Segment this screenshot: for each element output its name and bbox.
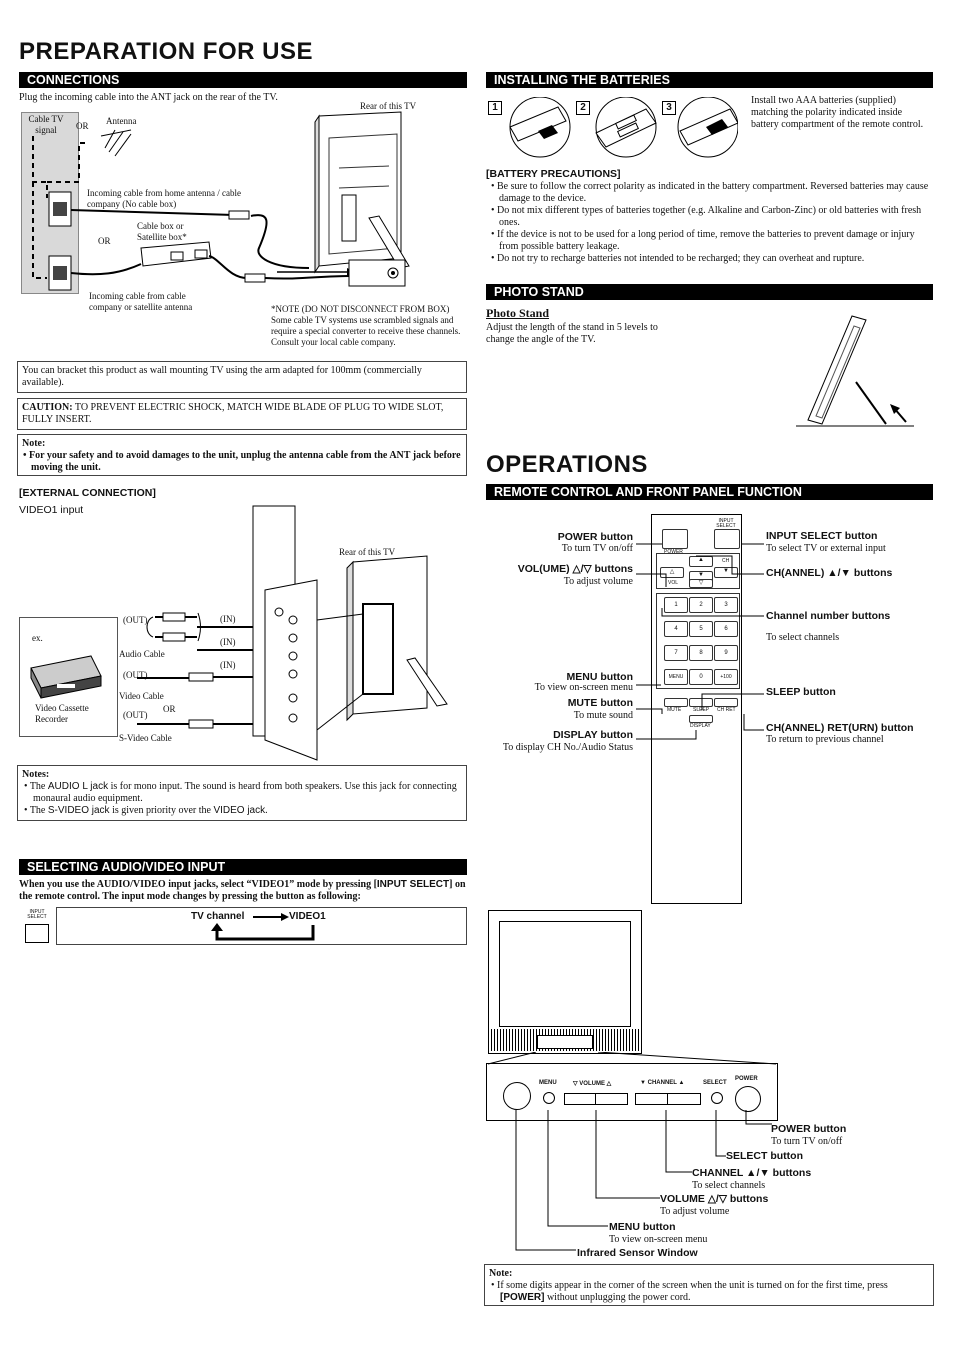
input-select-illustration xyxy=(24,910,50,944)
remote-power-label: POWER xyxy=(664,549,683,555)
external-drawing xyxy=(17,500,467,762)
remote-key-2[interactable]: 2 xyxy=(689,597,713,613)
remote-ret-callout: CH(ANNEL) RET(URN) button xyxy=(766,722,914,734)
incoming-home-label: Incoming cable from home antenna / cable company (No cable box) xyxy=(87,188,241,209)
remote-display-callout: DISPLAY button xyxy=(553,729,633,741)
remote-vol-down-button[interactable]: ▽ xyxy=(689,579,713,588)
in-label-2: (IN) xyxy=(220,637,236,647)
remote-key-8[interactable]: 8 xyxy=(689,645,713,661)
section-header-remote: REMOTE CONTROL AND FRONT PANEL FUNCTION xyxy=(486,484,933,500)
panel-menu-desc: To view on-screen menu xyxy=(609,1234,708,1245)
cable-tv-signal-label: Cable TV signal xyxy=(28,114,64,135)
remote-display-label: DISPLAY xyxy=(690,723,711,729)
or-label: OR xyxy=(76,121,89,131)
connections-intro: Plug the incoming cable into the ANT jack on the rear of the TV. xyxy=(19,92,278,103)
panel-volume-desc: To adjust volume xyxy=(660,1206,730,1217)
battery-drawings xyxy=(488,97,738,161)
panel-ir-callout: Infrared Sensor Window xyxy=(577,1247,698,1259)
vcr-label: Video Cassette Recorder xyxy=(35,703,89,724)
battery-steps-illustration xyxy=(488,97,738,161)
notes-box xyxy=(17,765,467,821)
panel-channel-label: ▼ CHANNEL ▲ xyxy=(640,1080,685,1086)
panel-channel-callout: CHANNEL ▲/▼ buttons xyxy=(692,1167,812,1179)
panel-channel-desc: To select channels xyxy=(692,1180,766,1191)
remote-mute-callout: MUTE button xyxy=(567,697,633,709)
tv-channel-label: TV channel xyxy=(191,911,245,922)
section-header-selecting: SELECTING AUDIO/VIDEO INPUT xyxy=(19,859,467,875)
precaution-item-4: • Do not try to recharge batteries not intended to be recharged; they can overheat and rupture. xyxy=(491,253,865,264)
antenna-label: Antenna xyxy=(106,116,137,126)
step-3-label: 3 xyxy=(662,101,676,115)
svideo-cable-label: S-Video Cable xyxy=(119,733,172,743)
panel-power-desc: To turn TV on/off xyxy=(771,1136,843,1147)
ex-label: ex. xyxy=(32,633,43,643)
panel-volume-label: ▽ VOLUME △ xyxy=(573,1081,612,1087)
input-select-illus-label: INPUT SELECT xyxy=(27,909,47,920)
remote-sleep-callout: SLEEP button xyxy=(766,686,836,698)
or-label-3: OR xyxy=(163,704,176,714)
note-text: • For your safety and to avoid damages to the unit, unplug the antenna cable from the ANT jack before moving the unit. xyxy=(23,450,461,473)
rear-of-tv-label: Rear of this TV xyxy=(360,101,417,111)
precaution-item-1: • Be sure to follow the correct polarity as indicated in the battery compartment. Reversed batteries may cause damage to the device. xyxy=(491,181,929,204)
external-connection-diagram xyxy=(17,500,467,762)
caution-label: CAUTION: xyxy=(22,402,73,413)
note-title: Note: xyxy=(22,438,46,449)
remote-ch-callout: CH(ANNEL) ▲/▼ buttons xyxy=(766,567,893,579)
photo-stand-text: Adjust the length of the stand in 5 levels to change the angle of the TV. xyxy=(486,322,658,345)
remote-display-desc: To display CH No./Audio Status xyxy=(502,742,633,753)
input-mode-box xyxy=(56,907,467,945)
operations-title: OPERATIONS xyxy=(486,451,648,478)
panel-power-callout: POWER button xyxy=(771,1123,847,1135)
remote-sleep-label: SLEEP xyxy=(693,707,710,713)
remote-vol-callout: VOL(UME) △/▽ buttons xyxy=(517,563,633,575)
input-cycle-arrows xyxy=(57,908,468,946)
remote-ch-button-alt[interactable]: ▼ xyxy=(714,567,738,578)
section-header-connections: CONNECTIONS xyxy=(19,72,467,88)
incoming-box-label: Incoming cable from cable company or satellite antenna xyxy=(89,291,193,312)
remote-mute-label: MUTE xyxy=(667,707,682,713)
remote-input-label: INPUT SELECT xyxy=(716,518,736,529)
photo-stand-title: Photo Stand xyxy=(486,306,550,320)
remote-plus100-button[interactable]: +100 xyxy=(714,669,738,685)
in-label-3: (IN) xyxy=(220,660,236,670)
tv-front-controls-strip xyxy=(537,1035,593,1049)
remote-vol-label: VOL xyxy=(668,580,679,586)
video-cable-label: Video Cable xyxy=(119,691,164,701)
caution-box xyxy=(17,398,467,430)
precaution-item-3: • If the device is not to be used for a long period of time, remove the batteries to prevent damage or injury from possible battery leakage. xyxy=(491,229,915,252)
remote-key-6[interactable]: 6 xyxy=(714,621,738,637)
remote-key-0[interactable]: 0 xyxy=(689,669,713,685)
remote-num-callout: Channel number buttons xyxy=(766,610,891,622)
video1-label: VIDEO1 xyxy=(289,911,326,922)
photo-stand-illustration xyxy=(796,312,916,432)
cable-box-note: *NOTE (DO NOT DISCONNECT FROM BOX) Some cable TV systems use scrambled signals and require a special converter to receive these channels. Consult your local cable company. xyxy=(271,304,461,347)
panel-menu-label: MENU xyxy=(539,1080,557,1086)
notes-item-1: • The AUDIO L jack is for mono input. The sound is heard from both speakers. Use this jack for connecting monaural audio equipment. xyxy=(24,781,457,804)
remote-menu-button[interactable]: MENU xyxy=(664,669,688,685)
input-select-illus-button xyxy=(25,924,49,943)
operations-note-title: Note: xyxy=(489,1268,513,1279)
video1-input-label: VIDEO1 input xyxy=(19,504,84,516)
out-label-1: (OUT) xyxy=(123,615,148,625)
panel-menu-callout: MENU button xyxy=(609,1221,676,1233)
remote-ch-down-button[interactable]: ▼ xyxy=(689,571,713,582)
remote-key-9[interactable]: 9 xyxy=(714,645,738,661)
remote-vol-desc: To adjust volume xyxy=(563,576,633,587)
remote-menu-desc: To view on-screen menu xyxy=(534,682,633,693)
operations-note-box xyxy=(484,1264,934,1306)
tv-screen xyxy=(499,921,631,1027)
tv-front xyxy=(488,910,642,1054)
precaution-item-2: • Do not mix different types of batteries together (e.g. Alkaline and Carbon-Zinc) or old batteries with fresh ones. xyxy=(491,205,922,228)
note-box xyxy=(17,434,467,476)
bracket-box xyxy=(17,361,467,393)
out-label-2: (OUT) xyxy=(123,670,148,680)
remote-ret-desc: To return to previous channel xyxy=(766,734,884,745)
remote-ch-up-button[interactable]: ▲ xyxy=(689,556,713,567)
section-header-photo-stand: PHOTO STAND xyxy=(486,284,933,300)
remote-input-desc: To select TV or external input xyxy=(766,543,886,554)
panel-select-label: SELECT xyxy=(703,1080,727,1086)
operations-note-text: • If some digits appear in the corner of the screen when the unit is turned on for the first time, press [POWER] without unplugging the power cord. xyxy=(491,1280,888,1303)
remote-power-desc: To turn TV on/off xyxy=(561,543,633,554)
bracket-text: You can bracket this product as wall mounting TV using the arm adapted for 100mm (commercially available). xyxy=(22,365,422,388)
rear-of-tv-label-2: Rear of this TV xyxy=(339,547,396,557)
remote-power-callout: POWER button xyxy=(557,531,633,543)
cable-box-label: Cable box or Satellite box* xyxy=(137,221,187,242)
panel-power-label: POWER xyxy=(735,1076,758,1082)
remote-mute-desc: To mute sound xyxy=(573,710,633,721)
out-label-3: (OUT) xyxy=(123,710,148,720)
remote-key-7[interactable]: 7 xyxy=(664,645,688,661)
remote-ch-label: CH xyxy=(722,558,730,564)
remote-key-4[interactable]: 4 xyxy=(664,621,688,637)
remote-key-3[interactable]: 3 xyxy=(714,597,738,613)
page-title: PREPARATION FOR USE xyxy=(19,38,313,65)
remote-num-desc: To select channels xyxy=(766,632,840,643)
section-header-batteries: INSTALLING THE BATTERIES xyxy=(486,72,933,88)
remote-key-1[interactable]: 1 xyxy=(664,597,688,613)
selecting-text: When you use the AUDIO/VIDEO input jacks, select “VIDEO1” mode by pressing [INPUT SELECT] on the remote control. The input mode changes by pressing the button as following: xyxy=(19,879,466,902)
external-connection-header: [EXTERNAL CONNECTION] xyxy=(19,487,156,499)
panel-volume-callout: VOLUME △/▽ buttons xyxy=(660,1193,769,1205)
step-2-label: 2 xyxy=(576,101,590,115)
remote-key-5[interactable]: 5 xyxy=(689,621,713,637)
audio-cable-label: Audio Cable xyxy=(119,649,165,659)
remote-chret-label: CH RET xyxy=(717,707,736,713)
notes-item-2: • The S-VIDEO jack is given priority over the VIDEO jack. xyxy=(24,805,268,816)
caution-text: TO PREVENT ELECTRIC SHOCK, MATCH WIDE BLADE OF PLUG TO WIDE SLOT, FULLY INSERT. xyxy=(22,402,444,425)
or-label-2: OR xyxy=(98,236,111,246)
notes-title: Notes: xyxy=(22,769,50,780)
battery-precautions-list xyxy=(489,181,934,265)
step-1-label: 1 xyxy=(488,101,502,115)
connection-diagram xyxy=(19,101,467,358)
remote-input-callout: INPUT SELECT button xyxy=(766,530,878,542)
remote-menu-callout: MENU button xyxy=(566,671,633,683)
battery-precautions-title: [BATTERY PRECAUTIONS] xyxy=(486,168,621,180)
panel-select-callout: SELECT button xyxy=(726,1150,803,1162)
in-label-1: (IN) xyxy=(220,614,236,624)
battery-install-text: Install two AAA batteries (supplied) matching the polarity indicated inside battery compartment of the remote control. xyxy=(751,95,924,130)
remote-vol-up-button[interactable]: △ xyxy=(660,567,684,578)
